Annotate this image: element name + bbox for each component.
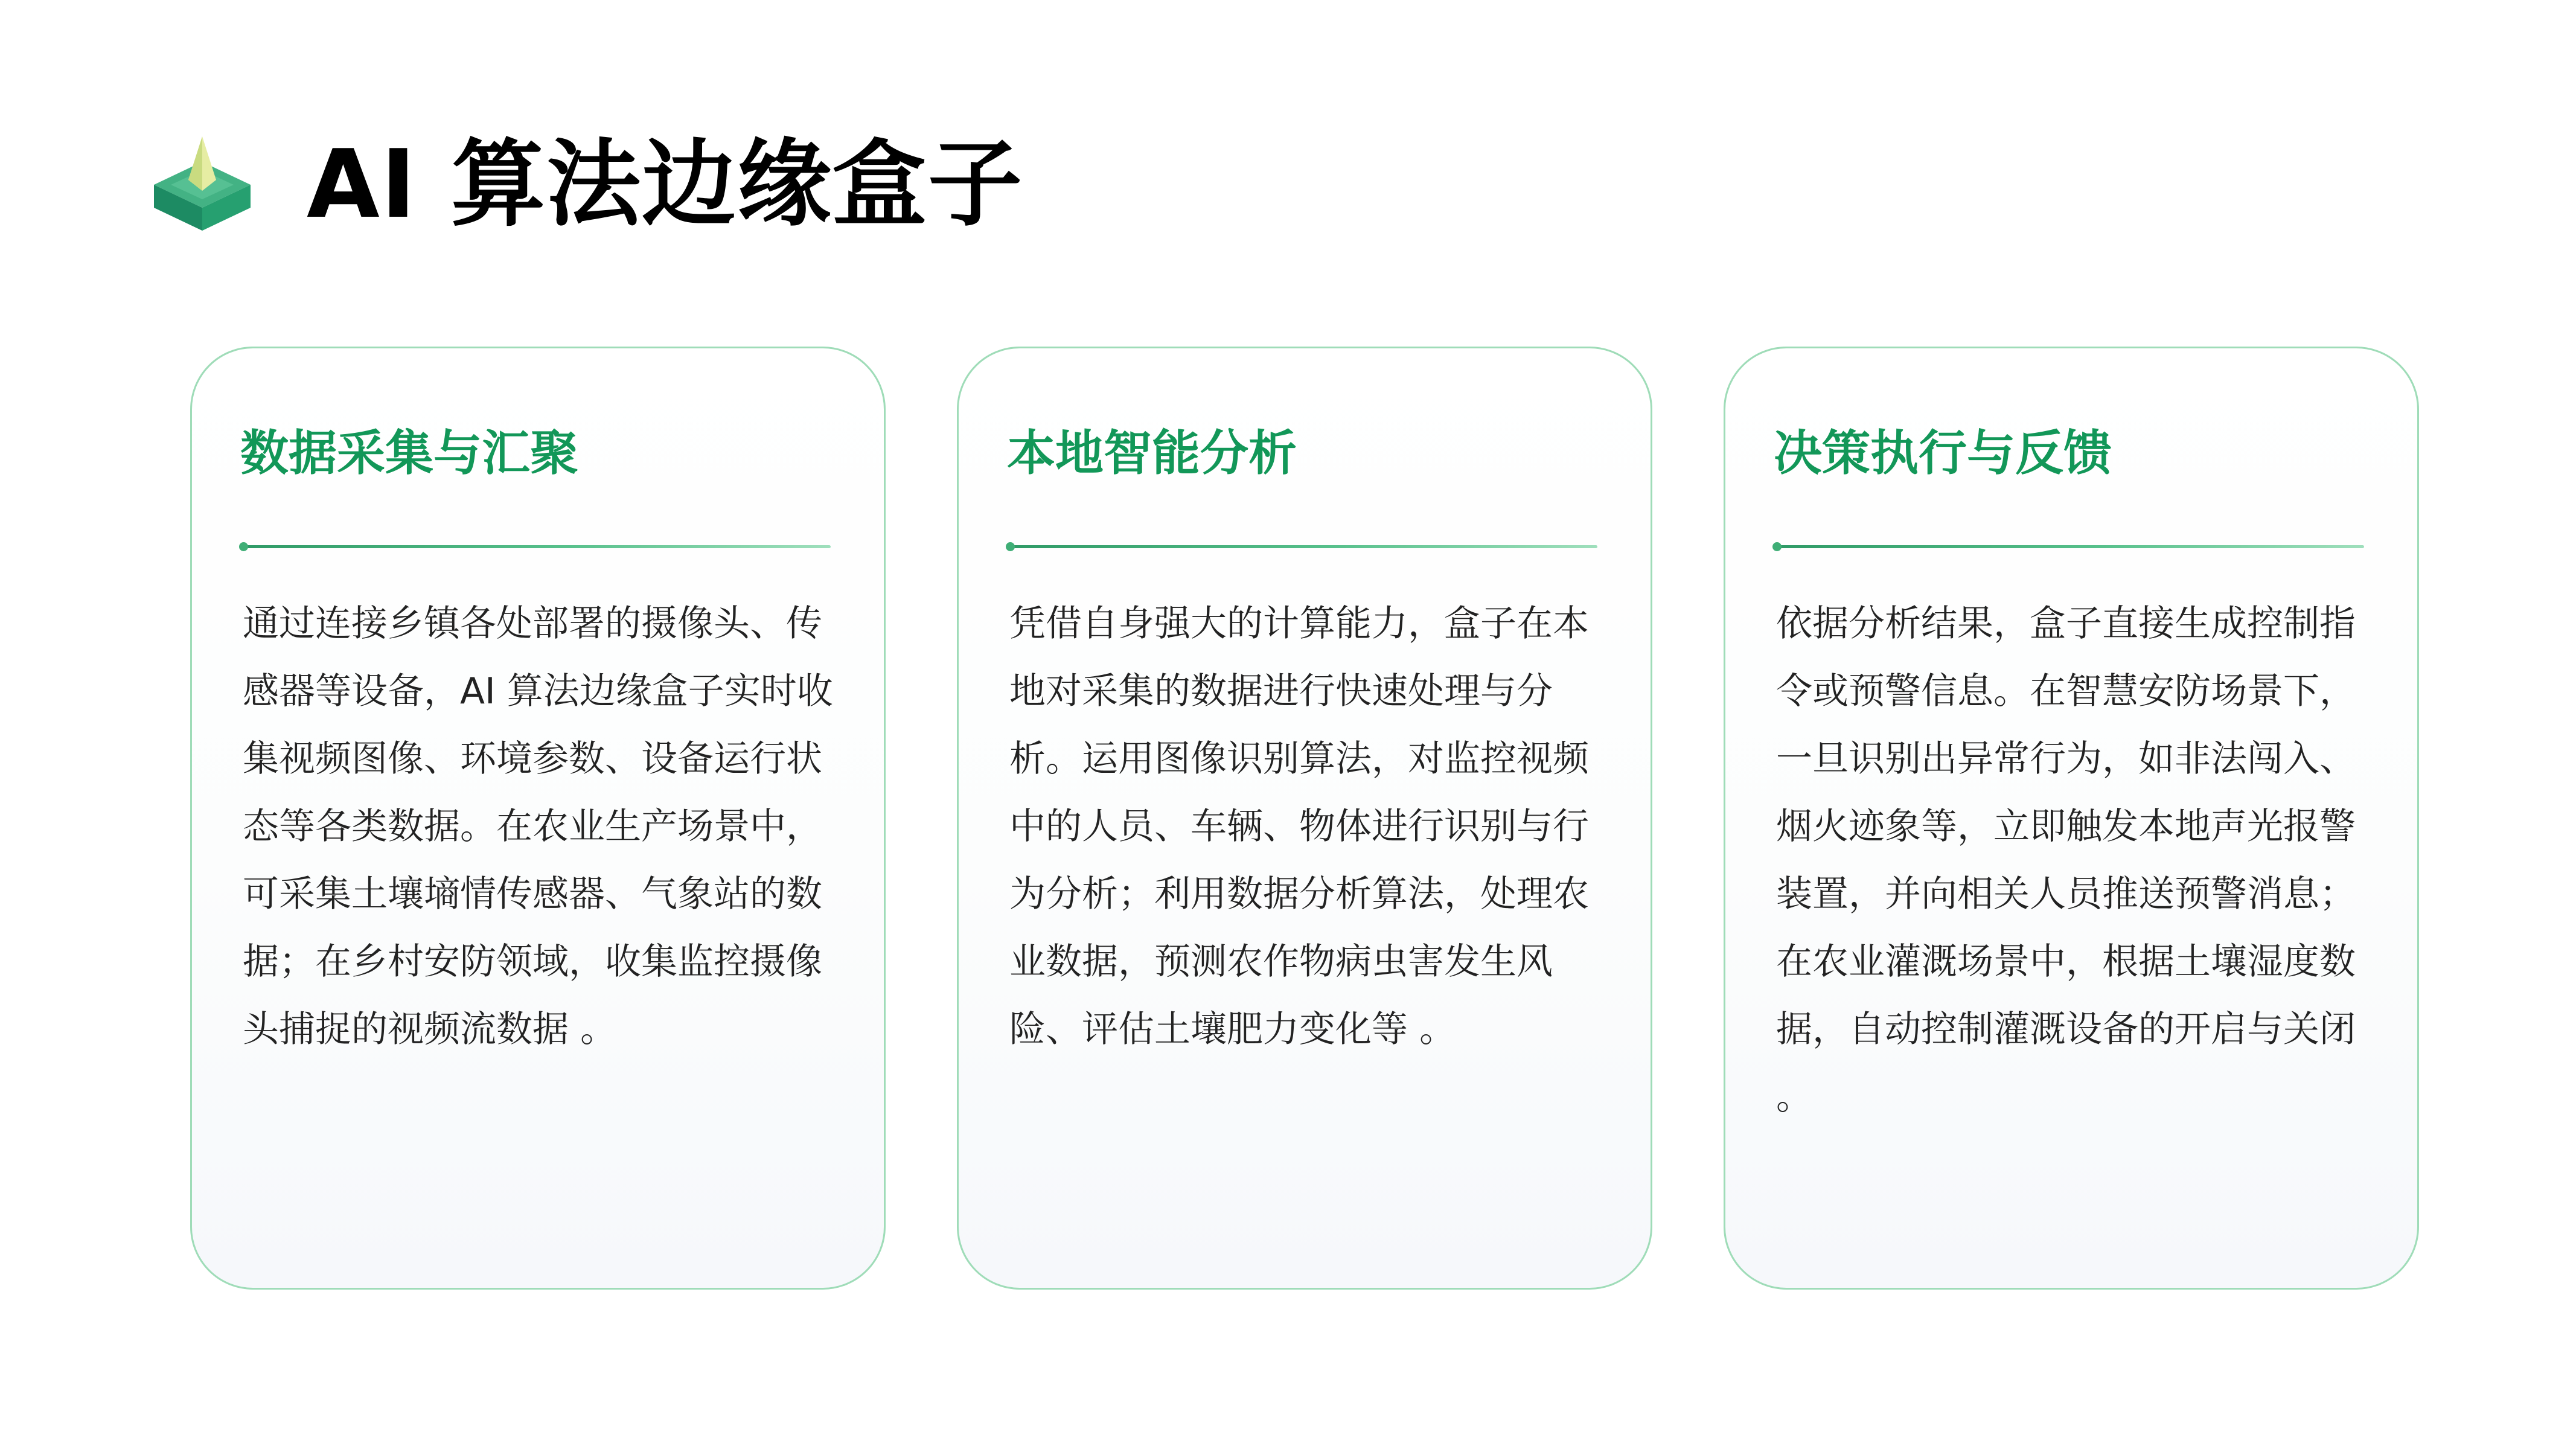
card-divider [1011,545,1597,548]
card-body: 通过连接乡镇各处部署的摄像头、传感器等设备，AI 算法边缘盒子实时收集视频图像、环境参数、设备运行状态等各类数据。在农业生产场景中，可采集土壤墒情传感器、气象站的数据；在乡村安防领域，收集监控摄像头捕捉的视频流数据 。 [243,603,833,1051]
page-title: AI 算法边缘盒子 [307,129,1024,239]
card-title: 决策执行与反馈 [1774,425,2112,481]
card-divider [244,545,831,548]
card-divider [1777,545,2364,548]
card-body: 依据分析结果，盒子直接生成控制指令或预警信息。在智慧安防场景下，一旦识别出异常行为，如非法闯入、烟火迹象等，立即触发本地声光报警装置，并向相关人员推送预警消息；在农业灌溉场景中，根据土壤湿度数据，自动控制灌溉设备的开启与关闭 。 [1776,603,2356,1118]
page-header [151,121,1023,248]
green-isometric-cube-icon [151,133,254,235]
card-title: 数据采集与汇聚 [240,425,578,481]
card-local-analysis [957,347,1652,1290]
card-body: 凭借自身强大的计算能力，盒子在本地对采集的数据进行快速处理与分析。运用图像识别算法，对监控视频中的人员、车辆、物体进行识别与行为分析；利用数据分析算法，处理农业数据，预测农作物病虫害发生风险、评估土壤肥力变化等 。 [1009,603,1589,1051]
card-title: 本地智能分析 [1007,425,1297,481]
card-data-collection [190,347,886,1290]
card-decision-execution [1724,347,2419,1290]
